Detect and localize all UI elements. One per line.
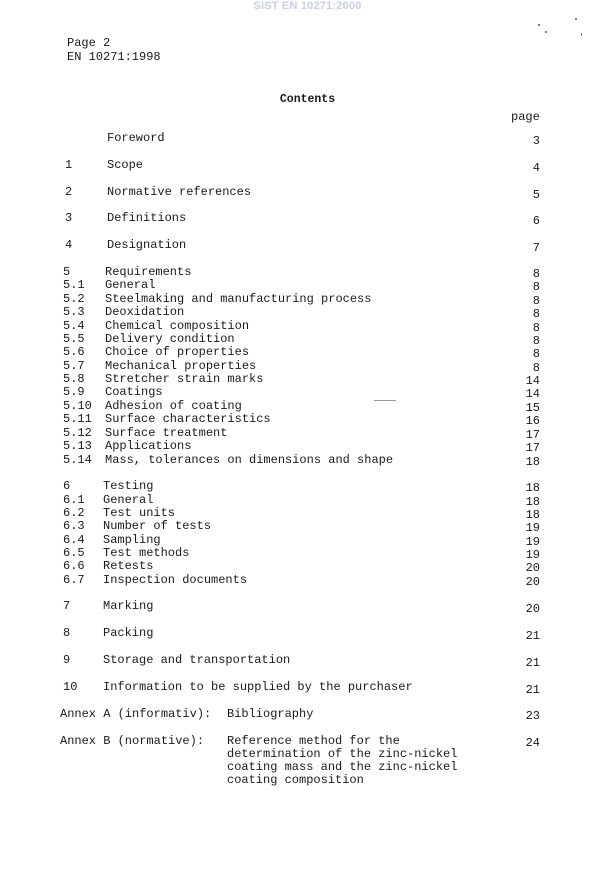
- toc-entry-number: 6: [63, 479, 71, 493]
- toc-entry-number: 5.10: [63, 399, 92, 413]
- toc-entry: [0, 333, 615, 346]
- toc-entry-title: Packing: [103, 626, 154, 640]
- toc-entry-number: 9: [63, 653, 71, 667]
- toc-entry: [0, 626, 615, 643]
- toc-entry-page: 8: [532, 280, 540, 294]
- toc-entry: [0, 507, 615, 520]
- toc-entry-title: Designation: [107, 238, 187, 252]
- toc-entry-number: 5.6: [63, 345, 85, 359]
- toc-entry-page: 16: [525, 414, 540, 428]
- toc-entry-number: 4: [65, 238, 73, 252]
- toc-entry: [0, 360, 615, 373]
- toc-entry-title: Deoxidation: [105, 305, 185, 319]
- toc-entry-title: Sampling: [103, 533, 161, 547]
- toc-entry-title: Requirements: [105, 265, 192, 279]
- toc-entry-title: Normative references: [107, 185, 252, 199]
- toc-entry-title: Surface treatment: [105, 426, 228, 440]
- toc-entry: [0, 373, 615, 386]
- toc-entry-title: General: [105, 278, 156, 292]
- toc-entry: [0, 480, 615, 493]
- toc-entry-title: Test methods: [103, 546, 190, 560]
- toc-entry-page: 3: [532, 134, 540, 148]
- toc-entry: [0, 494, 615, 507]
- page-number: Page 2: [67, 36, 111, 50]
- toc-entry: [0, 574, 615, 587]
- toc-entry-page: 15: [525, 401, 540, 415]
- toc-entry-number: 6.1: [63, 493, 85, 507]
- toc-entry-number: 5.7: [63, 359, 85, 373]
- toc-entry: [0, 238, 615, 255]
- toc-entry-number: 1: [65, 158, 73, 172]
- toc-entry: [0, 279, 615, 292]
- toc-entry-title: Information to be supplied by the purchaser: [103, 680, 413, 694]
- toc-entry-title: Applications: [105, 439, 192, 453]
- toc-entry: [0, 185, 615, 202]
- toc-entry-number: 6.6: [63, 559, 85, 573]
- toc-entry-page: 18: [525, 481, 540, 495]
- toc-entry-page: 21: [525, 683, 540, 697]
- annex-b-title-line: coating mass and the zinc-nickel: [227, 760, 458, 774]
- toc-entry-page: 19: [525, 521, 540, 535]
- toc-entry-number: 5: [63, 265, 71, 279]
- toc-entry-number: 3: [65, 211, 73, 225]
- toc-entry-number: 6.4: [63, 533, 85, 547]
- toc-entry: [0, 413, 615, 426]
- annex-a-title: Bibliography: [227, 707, 314, 721]
- toc-entry-page: 21: [525, 629, 540, 643]
- annex-b-label: Annex B (normative):: [60, 734, 205, 748]
- toc-entry-page: 21: [525, 656, 540, 670]
- toc-entry-page: 19: [525, 548, 540, 562]
- page-column-label: page: [511, 110, 540, 124]
- toc-entry: [0, 440, 615, 453]
- toc-entry-page: 4: [532, 161, 540, 175]
- toc-entry-page: 17: [525, 428, 540, 442]
- toc-entry-number: 5.9: [63, 385, 85, 399]
- toc-entry-number: 5.4: [63, 319, 85, 333]
- toc-entry-title: Adhesion of coating: [105, 399, 242, 413]
- toc-entry-number: 6.3: [63, 519, 85, 533]
- toc-entry-number: 5.8: [63, 372, 85, 386]
- toc-entry-page: 7: [532, 241, 540, 255]
- toc-entry-number: 8: [63, 626, 71, 640]
- toc-entry-page: 14: [525, 387, 540, 401]
- toc-entry-page: 20: [525, 602, 540, 616]
- toc-entry: [0, 534, 615, 547]
- toc-entry-title: General: [103, 493, 154, 507]
- toc-entry-title: Marking: [103, 599, 154, 613]
- annex-b-title-line: coating composition: [227, 773, 364, 787]
- toc-entry: [0, 680, 615, 697]
- toc-entry-title: Surface characteristics: [105, 412, 271, 426]
- toc-entry: [0, 560, 615, 573]
- toc-entry-title: Mechanical properties: [105, 359, 257, 373]
- toc-entry-number: 5.2: [63, 292, 85, 306]
- toc-entry-page: 18: [525, 508, 540, 522]
- toc-entry: [0, 599, 615, 616]
- toc-entry-page: 18: [525, 455, 540, 469]
- annex-b-title: [227, 735, 457, 787]
- toc-entry-number: 5.14: [63, 453, 92, 467]
- toc-entry-number: 6.7: [63, 573, 85, 587]
- toc-entry-page: 8: [532, 347, 540, 361]
- toc-entry-page: 8: [532, 267, 540, 281]
- toc-entry-title: Foreword: [107, 131, 165, 145]
- toc-entry-title: Scope: [107, 158, 144, 172]
- toc-entry: [0, 454, 615, 467]
- toc-entry-title: Coatings: [105, 385, 163, 399]
- toc-entry: [0, 653, 615, 670]
- toc-entry: [0, 386, 615, 399]
- toc-entry: [0, 266, 615, 279]
- toc-entry-page: 6: [532, 214, 540, 228]
- contents-title: Contents: [279, 93, 336, 106]
- toc-entry-title: Inspection documents: [103, 573, 248, 587]
- annex-b-title-line: Reference method for the: [227, 734, 400, 748]
- toc-entry: [0, 131, 615, 148]
- toc-entry-page: 8: [532, 294, 540, 308]
- toc-entry-number: 5.5: [63, 332, 85, 346]
- toc-entry-title: Storage and transportation: [103, 653, 291, 667]
- toc-entry-page: 8: [532, 334, 540, 348]
- toc-entry-number: 5.1: [63, 278, 85, 292]
- toc-entry: [0, 211, 615, 228]
- annex-b-title-line: determination of the zinc-nickel: [227, 747, 458, 761]
- toc-entry: [0, 293, 615, 306]
- toc-entry-title: Retests: [103, 559, 154, 573]
- toc-entry-title: Delivery condition: [105, 332, 235, 346]
- toc-entry-number: 6.2: [63, 506, 85, 520]
- toc-entry-page: 14: [525, 374, 540, 388]
- toc-entry-number: 5.13: [63, 439, 92, 453]
- toc-entry: [0, 346, 615, 359]
- toc-entry: [0, 547, 615, 560]
- toc-entry-number: 10: [63, 680, 78, 694]
- toc-entry-number: 5.3: [63, 305, 85, 319]
- annex-a-page: 23: [525, 709, 540, 723]
- toc-entry: [0, 427, 615, 440]
- toc-entry-title: Choice of properties: [105, 345, 250, 359]
- toc-entry-number: 6.5: [63, 546, 85, 560]
- toc-entry-title: Definitions: [107, 211, 187, 225]
- toc-entry-page: 20: [525, 575, 540, 589]
- watermark: SIST EN 10271:2000: [253, 0, 362, 12]
- toc-entry-page: 17: [525, 441, 540, 455]
- toc-entry-page: 19: [525, 535, 540, 549]
- toc-entry-title: Stretcher strain marks: [105, 372, 264, 386]
- toc-entry-title: Test units: [103, 506, 176, 520]
- toc-entry-number: 2: [65, 185, 73, 199]
- toc-entry-page: 5: [532, 188, 540, 202]
- toc-entry: [0, 158, 615, 175]
- toc-entry: [0, 320, 615, 333]
- toc-entry-number: 5.11: [63, 412, 92, 426]
- toc-entry-title: Testing: [103, 479, 154, 493]
- annex-b-page: 24: [525, 736, 540, 750]
- annex-a-label: Annex A (informativ):: [60, 707, 212, 721]
- toc-entry-page: 8: [532, 361, 540, 375]
- toc-entry: [0, 520, 615, 533]
- toc-entry-number: 7: [63, 599, 71, 613]
- toc-entry-number: 5.12: [63, 426, 92, 440]
- standard-id: EN 10271:1998: [67, 50, 161, 64]
- toc-entry: [0, 400, 615, 413]
- toc-entry-page: 20: [525, 561, 540, 575]
- toc-entry-title: Mass, tolerances on dimensions and shape: [105, 453, 394, 467]
- toc-entry-page: 8: [532, 321, 540, 335]
- toc-entry-title: Number of tests: [103, 519, 212, 533]
- toc-entry-title: Steelmaking and manufacturing process: [105, 292, 372, 306]
- toc-entry: [0, 306, 615, 319]
- toc-entry-page: 18: [525, 495, 540, 509]
- toc-entry-title: Chemical composition: [105, 319, 250, 333]
- toc-entry-page: 8: [532, 307, 540, 321]
